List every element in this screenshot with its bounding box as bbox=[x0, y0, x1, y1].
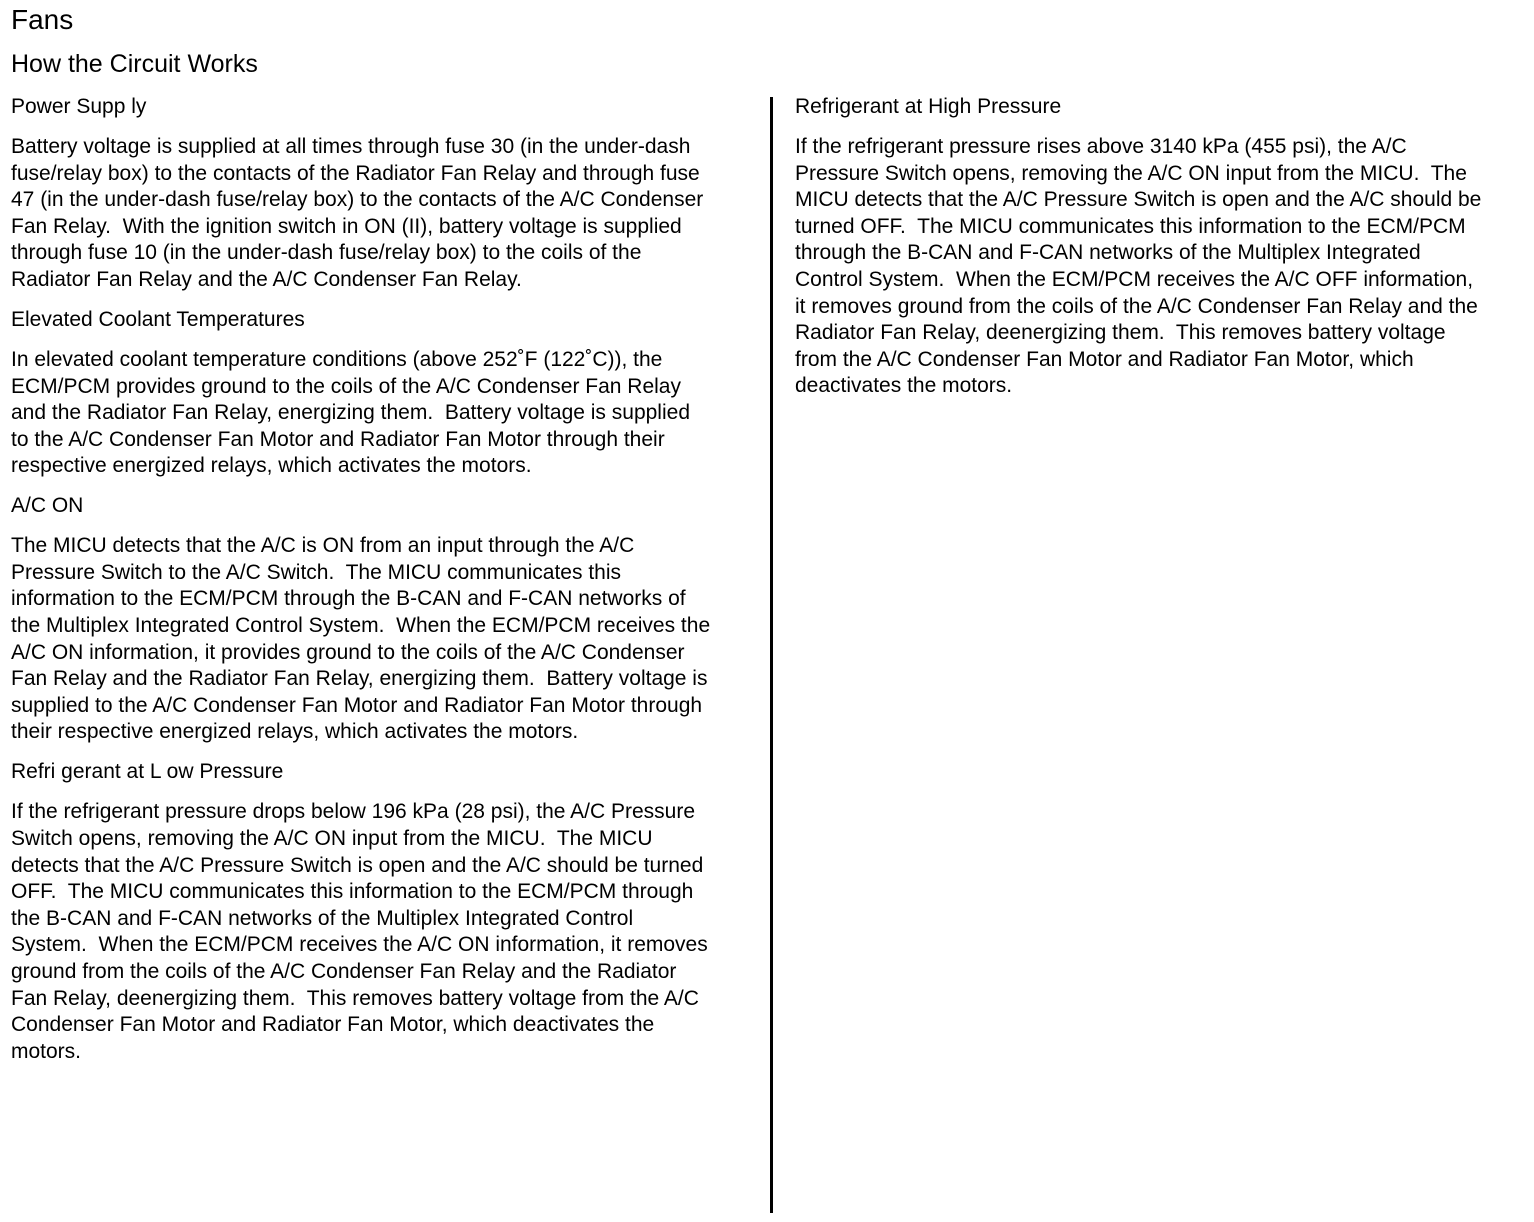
section-heading: Refri gerant at L ow Pressure bbox=[11, 760, 284, 784]
text-line: through fuse 10 (in the under-dash fuse/relay box) to the coils of the bbox=[11, 241, 642, 265]
text-line: System. When the ECM/PCM receives the A/C ON information, it removes bbox=[11, 933, 708, 957]
text-line: Radiator Fan Relay, deenergizing them. This removes battery voltage bbox=[795, 321, 1446, 345]
text-line: OFF. The MICU communicates this information to the ECM/PCM through bbox=[11, 880, 694, 904]
text-line: supplied to the A/C Condenser Fan Motor and Radiator Fan Motor through bbox=[11, 693, 703, 717]
text-line: The MICU detects that the A/C is ON from an input through the A/C bbox=[11, 534, 635, 558]
section-body bbox=[795, 134, 1530, 400]
text-line: the B-CAN and F-CAN networks of the Multiplex Integrated Control bbox=[11, 906, 634, 930]
text-line: MICU detects that the A/C Pressure Switch is open and the A/C should be bbox=[795, 188, 1482, 212]
text-line: 47 (in the under-dash fuse/relay box) to the contacts of the A/C Condenser bbox=[11, 188, 704, 212]
text-line: motors. bbox=[11, 1039, 82, 1063]
section-power-supply bbox=[11, 94, 756, 294]
text-line: ground from the coils of the A/C Condenser Fan Relay and the Radiator bbox=[11, 959, 677, 983]
text-line: the Multiplex Integrated Control System. When the ECM/PCM receives the bbox=[11, 614, 711, 638]
text-line: their respective energized relays, which activates the motors. bbox=[11, 720, 579, 744]
text-line: Pressure Switch to the A/C Switch. The MICU communicates this bbox=[11, 560, 621, 584]
section-body bbox=[11, 799, 756, 1065]
text-line: fuse/relay box) to the contacts of the Radiator Fan Relay and through fuse bbox=[11, 161, 700, 185]
section-body bbox=[11, 134, 756, 294]
text-line: Condenser Fan Motor and Radiator Fan Motor, which deactivates the bbox=[11, 1013, 655, 1037]
section-heading: Elevated Coolant Temperatures bbox=[11, 307, 305, 331]
text-line: ECM/PCM provides ground to the coils of the A/C Condenser Fan Relay bbox=[11, 374, 681, 398]
page-title: Fans bbox=[11, 4, 74, 35]
text-line: Fan Relay and the Radiator Fan Relay, energizing them. Battery voltage is bbox=[11, 667, 708, 691]
text-line: to the A/C Condenser Fan Motor and Radiator Fan Motor through their bbox=[11, 427, 665, 451]
section-ac-on bbox=[11, 493, 756, 746]
text-line: and the Radiator Fan Relay, energizing them. Battery voltage is supplied bbox=[11, 401, 690, 425]
text-line: Battery voltage is supplied at all times through fuse 30 (in the under-dash bbox=[11, 134, 691, 158]
section-body bbox=[11, 533, 756, 746]
section-body bbox=[11, 347, 756, 480]
text-line: In elevated coolant temperature conditions (above 252˚F (122˚C)), the bbox=[11, 347, 663, 371]
text-line: Pressure Switch opens, removing the A/C ON input from the MICU. The bbox=[795, 161, 1467, 185]
page-subtitle: How the Circuit Works bbox=[11, 50, 258, 78]
section-heading: A/C ON bbox=[11, 494, 84, 518]
column-divider bbox=[770, 97, 773, 1213]
text-line: detects that the A/C Pressure Switch is open and the A/C should be turned bbox=[11, 853, 704, 877]
text-line: A/C ON information, it provides ground to the coils of the A/C Condenser bbox=[11, 640, 685, 664]
text-line: from the A/C Condenser Fan Motor and Radiator Fan Motor, which bbox=[795, 347, 1414, 371]
text-line: respective energized relays, which activates the motors. bbox=[11, 454, 532, 478]
text-line: deactivates the motors. bbox=[795, 374, 1013, 398]
left-column bbox=[11, 94, 756, 1079]
section-heading: Refrigerant at High Pressure bbox=[795, 95, 1062, 118]
section-refrigerant-low-pressure bbox=[11, 759, 756, 1065]
text-line: If the refrigerant pressure drops below 196 kPa (28 psi), the A/C Pressure bbox=[11, 800, 696, 824]
section-elevated-coolant-temperatures bbox=[11, 307, 756, 480]
right-column bbox=[795, 94, 1530, 413]
text-line: Switch opens, removing the A/C ON input from the MICU. The MICU bbox=[11, 826, 653, 850]
text-line: Fan Relay. With the ignition switch in ON (II), battery voltage is supplied bbox=[11, 214, 682, 238]
text-line: Control System. When the ECM/PCM receives the A/C OFF information, bbox=[795, 267, 1474, 291]
text-line: it removes ground from the coils of the A/C Condenser Fan Relay and the bbox=[795, 294, 1478, 318]
section-refrigerant-high-pressure bbox=[795, 94, 1530, 400]
section-heading: Power Supp ly bbox=[11, 95, 147, 118]
text-line: through the B-CAN and F-CAN networks of the Multiplex Integrated bbox=[795, 241, 1421, 265]
text-line: Radiator Fan Relay and the A/C Condenser Fan Relay. bbox=[11, 267, 522, 291]
text-line: turned OFF. The MICU communicates this information to the ECM/PCM bbox=[795, 214, 1466, 238]
text-line: information to the ECM/PCM through the B-CAN and F-CAN networks of bbox=[11, 587, 686, 611]
text-line: Fan Relay, deenergizing them. This removes battery voltage from the A/C bbox=[11, 986, 699, 1010]
text-line: If the refrigerant pressure rises above 3140 kPa (455 psi), the A/C bbox=[795, 134, 1407, 158]
